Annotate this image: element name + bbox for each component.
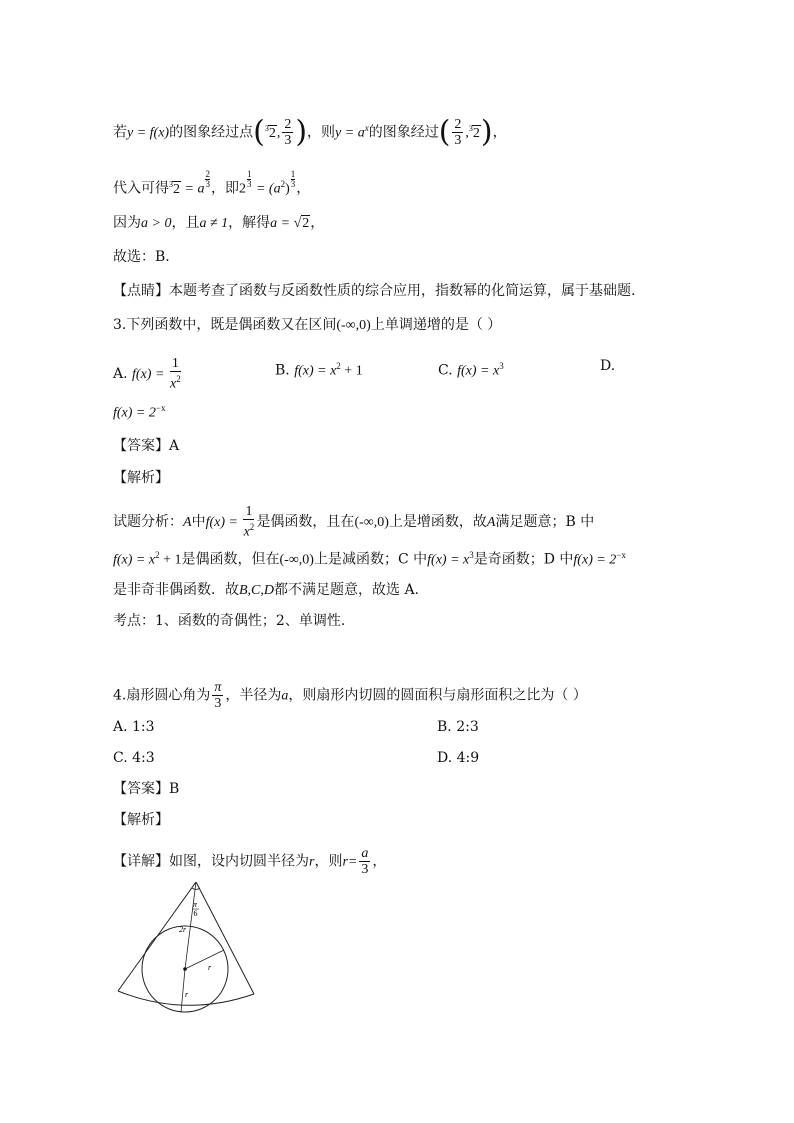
solution-line-2: 代入可得$^3$2 = a $\frac{2}{3}$ ，即2 $\frac{1}{3}$ = $(a^2)$ $\frac{1}{3}$ ， <box>113 169 311 197</box>
sector-incircle-figure <box>113 878 273 1018</box>
angle-label-num: π <box>192 900 198 909</box>
question-4-stem: 4.扇形圆心角为 $\frac{\pi}{3}$ ，半径为a，则扇形内切圆的圆面积与扇形面积之比为（ ） <box>113 680 587 711</box>
radius-to-side <box>185 950 224 969</box>
option-b: B. $f(x) = x^2 + 1$ <box>275 361 363 379</box>
solution-line-3: 因为a > 0，且a ≠ 1，解得a = √2， <box>113 215 325 231</box>
question-3-options <box>113 356 673 392</box>
fraction: $\frac{1}{x^2}$ <box>243 504 255 540</box>
option-c: C. $f(x) = x^3$ <box>438 361 504 379</box>
paren-right: ) <box>295 114 308 150</box>
question-4-detail: 【详解】如图，设内切圆半径为r，则r= $\frac{a}{3}$ ， <box>113 846 387 877</box>
fraction: $\frac{2}{3}$ <box>454 117 462 148</box>
option-d-formula: $f(x) = 2^{-x}$ <box>113 403 166 421</box>
solution-line-1: 若y = f(x)的图象经过点($^3$2, $\frac{2}{3}$ )，则$y = a^x$的图象经过( $\frac{2}{3}$ ,$^3$2)， <box>113 114 507 150</box>
question-3-answer: 【答案】A <box>113 438 180 454</box>
cube-root: $^3$2 <box>468 123 480 141</box>
q3-kaodian: 考点：1、函数的奇偶性；2、单调性. <box>113 613 346 629</box>
question-3-stem: 3.下列函数中，既是偶函数又在区间(-∞,0)上单调递增的是（ ） <box>113 317 502 333</box>
exponent-fraction: $\frac{1}{3}$ <box>290 169 296 189</box>
fraction: $\frac{a}{3}$ <box>361 846 369 877</box>
q3-analysis-line-2: $f(x) = x^2 + 1$是偶函数，但在(-∞,0)上是减函数；C 中$f(x) = x^3$是奇函数；D 中$f(x) = 2^{-x}$ <box>113 550 626 568</box>
fraction: $\frac{1}{x^2}$ <box>170 356 181 392</box>
cube-root: $^3$2 <box>169 180 180 197</box>
fraction: $\frac{\pi}{3}$ <box>214 680 222 711</box>
sector-edge-right <box>193 882 254 994</box>
exponent-fraction: $\frac{2}{3}$ <box>205 169 210 189</box>
paren-left: ( <box>253 114 265 150</box>
option-d: D. 4:9 <box>437 750 480 766</box>
dianjing-note: 【点睛】本题考查了函数与反函数性质的综合应用，指数幂的化简运算，属于基础题. <box>113 283 636 299</box>
question-3-analysis-heading: 【解析】 <box>113 470 169 486</box>
option-a: A. f(x) = $\frac{1}{x^2}$ <box>113 356 181 392</box>
option-a: A. 1:3 <box>113 719 155 735</box>
q3-analysis-line-3: 是非奇非偶函数．故B,C,D都不满足题意，故选 A. <box>113 582 420 598</box>
q3-analysis-line-1: 试题分析：A中f(x) = $\frac{1}{x^2}$ 是偶函数，且在(-∞,0)上是增函数，故A满足题意；B 中 <box>113 504 595 540</box>
fraction: $\frac{2}{3}$ <box>284 117 292 148</box>
label-r-down: r <box>185 990 189 999</box>
label-2r: 2r <box>179 925 187 934</box>
option-d-label: D. <box>600 358 616 374</box>
question-4-analysis-heading: 【解析】 <box>113 812 169 828</box>
option-b: B. 2:3 <box>437 719 479 735</box>
angle-label-den: 6 <box>193 909 198 918</box>
exponent-fraction: $\frac{1}{3}$ <box>246 169 252 189</box>
solution-line-4: 故选：B. <box>113 249 170 265</box>
label-r-side: r <box>208 963 212 972</box>
question-4-answer: 【答案】B <box>113 781 180 797</box>
cube-root: $^3$2 <box>264 123 276 141</box>
option-c: C. 4:3 <box>113 750 155 766</box>
center-point <box>183 967 187 971</box>
square-root: √2 <box>293 216 310 231</box>
